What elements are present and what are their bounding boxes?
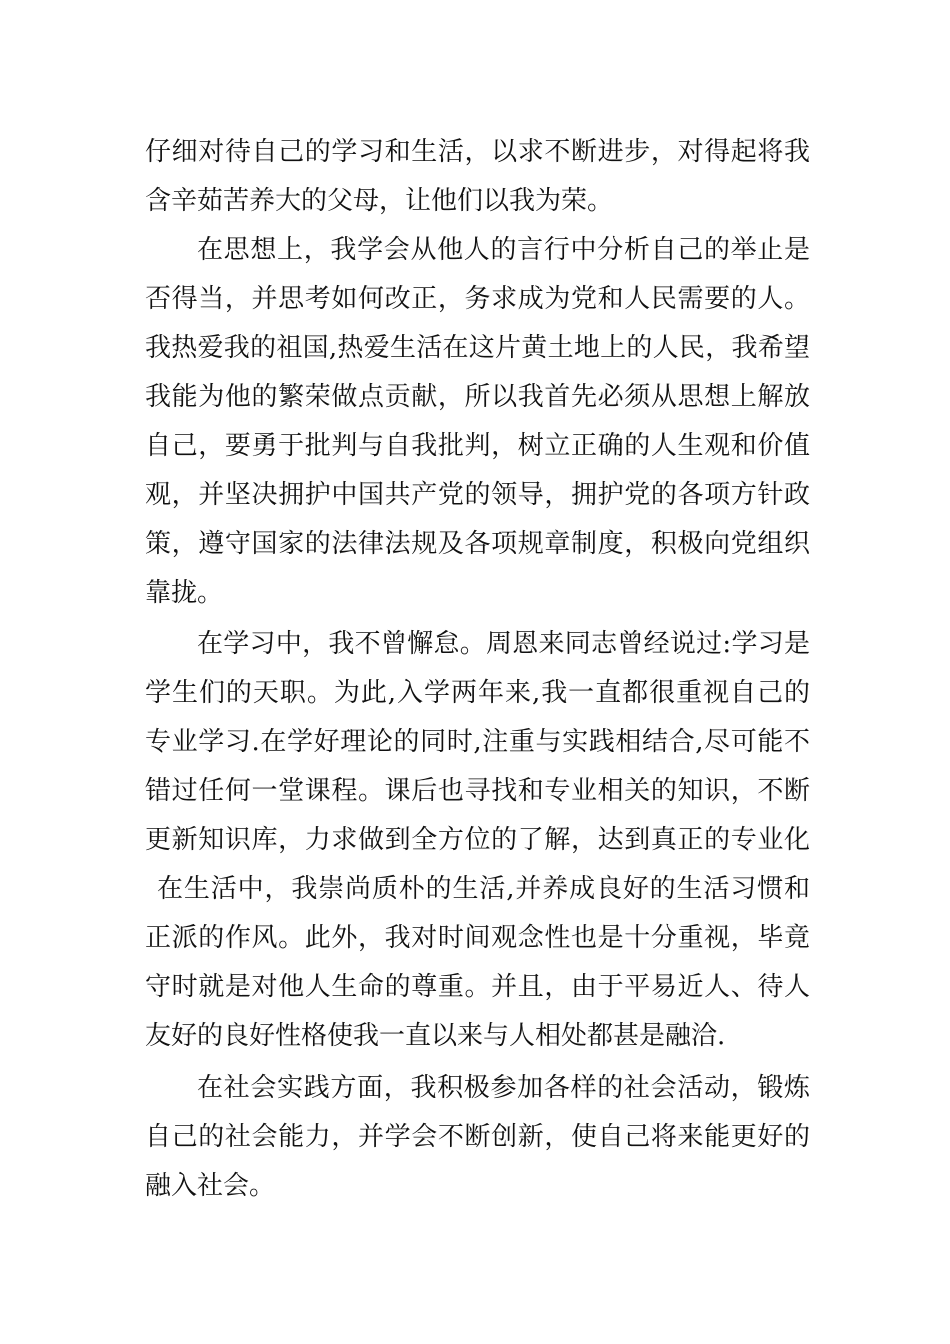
text-line: 我热爱我的祖国,热爱生活在这片黄土地上的人民，我希望 (145, 333, 810, 363)
text-line: 我能为他的繁荣做点贡献，所以我首先必须从思想上解放 (145, 382, 810, 412)
text-line: 学生们的天职。为此,入学两年来,我一直都很重视自己的 (145, 678, 810, 708)
text-line: 错过任何一堂课程。课后也寻找和专业相关的知识，不断 (145, 776, 810, 806)
text-line: 含辛茹苦养大的父母，让他们以我为荣。 (145, 186, 614, 216)
text-line: 靠拢。 (145, 578, 224, 608)
text-line: 在生活中，我崇尚质朴的生活,并养成良好的生活习惯和 (157, 874, 810, 904)
text-line: 自己，要勇于批判与自我批判，树立正确的人生观和价值 (145, 431, 810, 461)
text-line: 在思想上，我学会从他人的言行中分析自己的举止是 (197, 235, 810, 265)
text-line: 否得当，并思考如何改正，务求成为党和人民需要的人。 (145, 284, 810, 314)
paragraph-2 (145, 226, 810, 618)
text-line: 在社会实践方面，我积极参加各样的社会活动，锻炼 (197, 1073, 810, 1103)
text-line: 守时就是对他人生命的尊重。并且，由于平易近人、待人 (145, 972, 810, 1002)
paragraph-1 (145, 128, 810, 226)
text-line: 正派的作风。此外，我对时间观念性也是十分重视，毕竟 (145, 923, 810, 953)
text-line: 观，并坚决拥护中国共产党的领导，拥护党的各项方针政 (145, 480, 810, 510)
text-line: 更新知识库，力求做到全方位的了解，达到真正的专业化 (145, 825, 810, 855)
text-line: 在学习中，我不曾懈怠。周恩来同志曾经说过:学习是 (197, 629, 810, 659)
paragraph-3 (145, 620, 810, 1061)
text-line: 策，遵守国家的法律法规及各项规章制度，积极向党组织 (145, 529, 810, 559)
paragraph-4 (145, 1064, 810, 1211)
text-line: 融入社会。 (145, 1171, 276, 1201)
text-line: 仔细对待自己的学习和生活，以求不断进步，对得起将我 (145, 137, 810, 167)
text-line: 友好的良好性格使我一直以来与人相处都甚是融洽. (145, 1021, 726, 1051)
text-line: 自己的社会能力，并学会不断创新，使自己将来能更好的 (145, 1122, 810, 1152)
text-line: 专业学习.在学好理论的同时,注重与实践相结合,尽可能不 (145, 727, 810, 757)
